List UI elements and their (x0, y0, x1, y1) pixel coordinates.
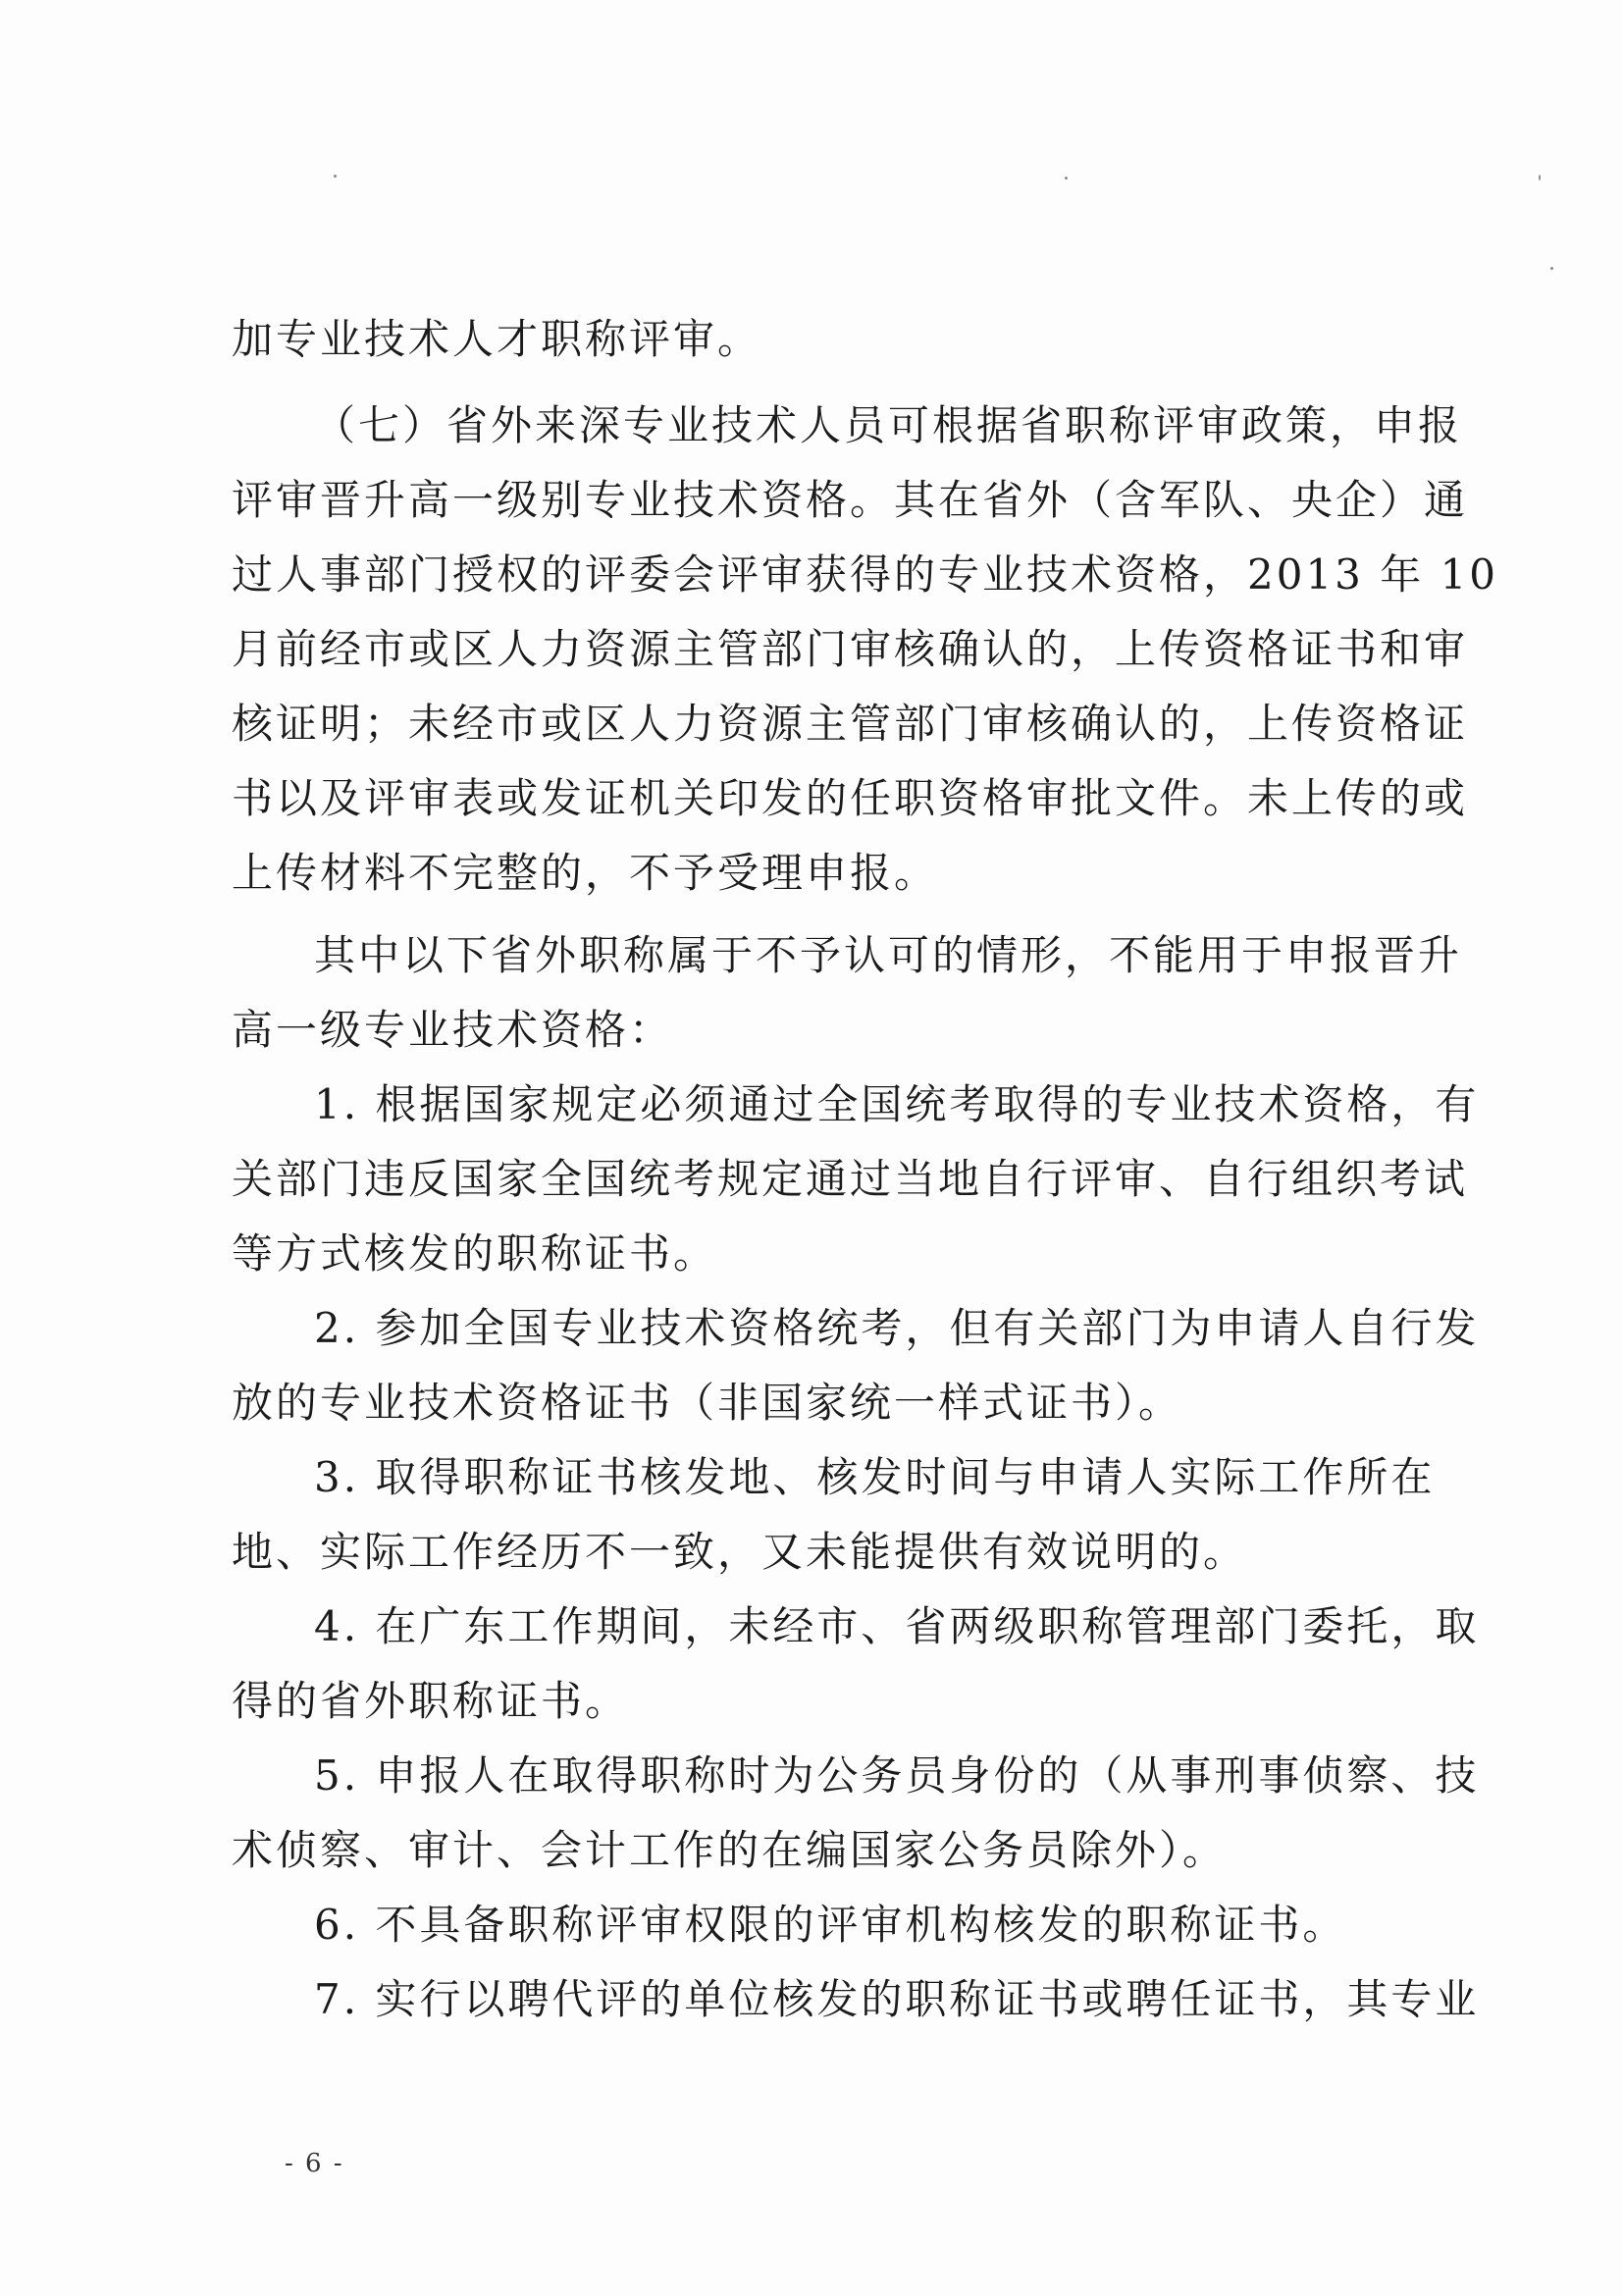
page-number: - 6 - (285, 2149, 344, 2178)
body-line: 上传材料不完整的，不予受理申报。 (232, 849, 939, 897)
list-item-1-line: 1. 根据国家规定必须通过全国统考取得的专业技术资格，有 (314, 1080, 1480, 1128)
list-item-6-line: 6. 不具备职称评审权限的评审机构核发的职称证书。 (314, 1901, 1347, 1949)
scan-speck (334, 175, 337, 178)
list-item-3-line: 地、实际工作经历不一致，又未能提供有效说明的。 (232, 1528, 1248, 1576)
body-line: 高一级专业技术资格： (232, 1006, 674, 1054)
scan-speck (1550, 267, 1553, 270)
list-item-3-line: 3. 取得职称证书核发地、核发时间与申请人实际工作所在 (314, 1453, 1436, 1501)
list-item-1-line: 关部门违反国家全国统考规定通过当地自行评审、自行组织考试 (232, 1155, 1469, 1203)
list-item-5-line: 5. 申报人在取得职称时为公务员身份的（从事刑事侦察、技 (314, 1751, 1480, 1800)
list-item-1-line: 等方式核发的职称证书。 (232, 1229, 718, 1278)
body-line: （七）省外来深专业技术人员可根据省职称评审政策，申报 (314, 401, 1463, 449)
scan-speck (1065, 177, 1068, 180)
body-line: 其中以下省外职称属于不予认可的情形，不能用于申报晋升 (314, 931, 1463, 979)
body-line: 书以及评审表或发证机关印发的任职资格审批文件。未上传的或 (232, 774, 1469, 822)
list-item-4-line: 得的省外职称证书。 (232, 1677, 630, 1725)
list-item-5-line: 术侦察、审计、会计工作的在编国家公务员除外）。 (232, 1826, 1228, 1874)
list-item-2-line: 放的专业技术资格证书（非国家统一样式证书）。 (232, 1379, 1183, 1427)
scan-speck (1539, 175, 1541, 181)
body-line: 评审晋升高一级别专业技术资格。其在省外（含军队、央企）通 (232, 476, 1469, 524)
body-line: 核证明；未经市或区人力资源主管部门审核确认的，上传资格证 (232, 700, 1469, 748)
list-item-4-line: 4. 在广东工作期间，未经市、省两级职称管理部门委托，取 (314, 1602, 1480, 1650)
body-line: 月前经市或区人力资源主管部门审核确认的，上传资格证书和审 (232, 625, 1469, 673)
list-item-7-line: 7. 实行以聘代评的单位核发的职称证书或聘任证书，其专业 (314, 1975, 1480, 2023)
list-item-2-line: 2. 参加全国专业技术资格统考，但有关部门为申请人自行发 (314, 1304, 1480, 1352)
body-line: 过人事部门授权的评委会评审获得的专业技术资格，2013 年 10 (232, 550, 1499, 599)
body-line: 加专业技术人才职称评审。 (232, 315, 762, 363)
